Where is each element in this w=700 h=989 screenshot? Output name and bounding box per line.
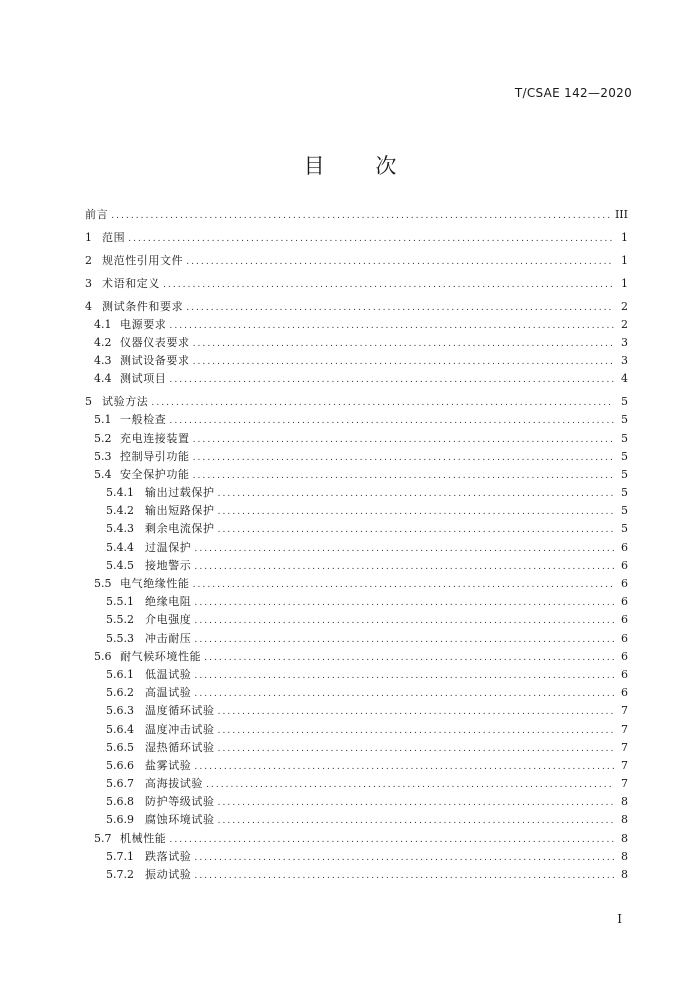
toc-entry[interactable]	[85, 298, 628, 316]
toc-entry-page: 7	[621, 704, 628, 718]
toc-entry-number: 5.5.2	[106, 613, 134, 627]
toc-entry[interactable]	[85, 830, 628, 848]
toc-entry[interactable]	[85, 334, 628, 352]
toc-entry-number: 5.4.5	[106, 558, 134, 572]
toc-entry-label: 电气绝缘性能	[120, 577, 190, 590]
toc-dot-leader	[206, 776, 614, 794]
toc-entry-number: 5.5.1	[106, 595, 134, 609]
toc-entry[interactable]	[85, 229, 628, 247]
toc-entry[interactable]	[85, 575, 628, 593]
toc-entry-number: 5.7.2	[106, 868, 134, 881]
toc-entry-label: 高海拔试验	[145, 777, 203, 791]
toc-entry-number: 5.6.6	[106, 758, 134, 772]
toc-entry-number: 5.1	[94, 413, 112, 427]
toc-entry[interactable]	[85, 702, 628, 720]
toc-entry[interactable]	[85, 352, 628, 370]
toc-dot-leader	[169, 412, 614, 430]
toc-entry-label: 盐雾试验	[145, 758, 192, 772]
toc-entry[interactable]	[85, 793, 628, 811]
toc-entry[interactable]	[85, 393, 628, 411]
toc-entry-label: 过温保护	[145, 540, 192, 554]
toc-entry[interactable]	[85, 684, 628, 702]
toc-dot-leader	[218, 521, 614, 539]
toc-dot-leader	[111, 207, 611, 225]
toc-entry-number: 5.4.1	[106, 486, 134, 500]
toc-entry[interactable]	[85, 593, 628, 611]
toc-entry-page: 6	[621, 540, 628, 554]
toc-entry-number: 5.4	[94, 467, 112, 481]
toc-entry-page: 5	[621, 413, 628, 427]
toc-dot-leader	[194, 612, 614, 630]
toc-dot-leader	[169, 371, 614, 389]
toc-entry[interactable]	[85, 848, 628, 866]
toc-entry[interactable]	[85, 721, 628, 739]
toc-entry-label: 仪器仪表要求	[120, 335, 190, 349]
toc-entry-number: 4.1	[94, 317, 112, 331]
toc-entry-label: 接地警示	[145, 558, 192, 572]
toc-entry[interactable]	[85, 666, 628, 684]
toc-entry-number: 5.6.2	[106, 686, 134, 700]
toc-entry-number: 4	[85, 299, 92, 313]
toc-entry-number: 3	[85, 276, 92, 290]
toc-entry-number: 5.3	[94, 449, 112, 463]
toc-dot-leader	[204, 649, 614, 667]
toc-dot-leader	[193, 467, 614, 485]
toc-entry-page: 2	[621, 299, 628, 313]
toc-entry-number: 5	[85, 395, 92, 409]
toc-entry-page: 7	[621, 740, 628, 754]
toc-entry-label: 输出短路保护	[145, 504, 215, 518]
toc-entry-number: 2	[85, 253, 92, 267]
toc-entry-page: 8	[621, 849, 628, 863]
page-number: I	[617, 912, 622, 926]
toc-dot-leader	[218, 485, 614, 503]
toc-entry-number: 5.6.7	[106, 777, 134, 791]
toc-entry-page: 7	[621, 722, 628, 736]
toc-entry-label: 腐蚀环境试验	[145, 813, 215, 827]
toc-entry-page: 8	[621, 868, 628, 881]
toc-entry-page: 6	[621, 613, 628, 627]
toc-entry[interactable]	[85, 316, 628, 334]
toc-entry-page: 1	[621, 253, 628, 267]
toc-entry-label: 冲击耐压	[145, 631, 192, 645]
toc-entry-page: 7	[621, 777, 628, 791]
toc-entry-page: 8	[621, 813, 628, 827]
toc-dot-leader	[193, 431, 614, 449]
toc-entry[interactable]	[85, 411, 628, 429]
toc-dot-leader	[218, 503, 614, 521]
toc-entry-label: 防护等级试验	[145, 795, 215, 809]
toc-entry-number: 5.4.2	[106, 504, 134, 518]
toc-entry-number: 5.6.9	[106, 813, 134, 827]
toc-entry-number: 5.7.1	[106, 849, 134, 863]
toc-entry-number: 4.4	[94, 372, 112, 386]
toc-entry-label: 振动试验	[145, 868, 192, 881]
toc-entry-label: 湿热循环试验	[145, 740, 215, 754]
toc-entry-page: 5	[621, 486, 628, 500]
toc-entry-number: 5.4.3	[106, 522, 134, 536]
table-of-contents	[85, 206, 628, 884]
toc-entry-number: 5.5	[94, 577, 112, 590]
toc-entry-label: 试验方法	[102, 395, 149, 409]
toc-dot-leader	[128, 230, 614, 248]
toc-entry-label: 高温试验	[145, 686, 192, 700]
toc-entry-number: 5.6	[94, 649, 112, 663]
toc-entry[interactable]	[85, 811, 628, 829]
toc-entry-label: 介电强度	[145, 613, 192, 627]
toc-entry-number: 5.2	[94, 431, 112, 445]
toc-entry-label: 机械性能	[120, 831, 167, 845]
toc-entry[interactable]	[85, 611, 628, 629]
toc-entry-page: 7	[621, 758, 628, 772]
toc-entry-page: 6	[621, 631, 628, 645]
toc-entry-number: 4.3	[94, 354, 112, 368]
toc-entry-page: 5	[621, 467, 628, 481]
toc-entry-label: 测试项目	[120, 372, 167, 386]
toc-entry-page: 8	[621, 831, 628, 845]
toc-dot-leader	[194, 558, 614, 576]
toc-dot-leader	[218, 740, 614, 758]
toc-entry[interactable]	[85, 775, 628, 793]
toc-entry-label: 跌落试验	[145, 849, 192, 863]
toc-dot-leader	[194, 867, 614, 885]
toc-entry-page: 5	[621, 449, 628, 463]
toc-entry-label: 范围	[102, 230, 126, 244]
toc-entry-number: 5.6.8	[106, 795, 134, 809]
toc-dot-leader	[194, 849, 614, 867]
toc-dot-leader	[169, 831, 614, 849]
toc-entry-number: 5.7	[94, 831, 112, 845]
toc-entry-label: 控制导引功能	[120, 449, 190, 463]
toc-entry[interactable]	[85, 648, 628, 666]
toc-entry[interactable]	[85, 757, 628, 775]
toc-dot-leader	[194, 631, 614, 649]
page-title: 目 次	[303, 154, 419, 178]
toc-dot-leader	[186, 253, 614, 271]
toc-entry-number: 5.4.4	[106, 540, 134, 554]
toc-entry-page: 6	[621, 595, 628, 609]
toc-entry-number: 5.6.5	[106, 740, 134, 754]
toc-entry-label: 术语和定义	[102, 276, 160, 290]
toc-entry[interactable]	[85, 539, 628, 557]
toc-entry-label: 输出过载保护	[145, 486, 215, 500]
toc-entry-number: 5.6.4	[106, 722, 134, 736]
toc-entry-number: 4.2	[94, 335, 112, 349]
toc-entry-page: 6	[621, 649, 628, 663]
toc-entry-label: 安全保护功能	[120, 467, 190, 481]
toc-entry-page: 8	[621, 795, 628, 809]
toc-entry-page: 5	[621, 522, 628, 536]
toc-dot-leader	[218, 722, 614, 740]
toc-entry-label: 测试设备要求	[120, 354, 190, 368]
toc-dot-leader	[169, 317, 614, 335]
toc-entry[interactable]	[85, 370, 628, 388]
toc-entry-label: 低温试验	[145, 667, 192, 681]
toc-entry-label: 耐气候环境性能	[120, 649, 202, 663]
toc-entry[interactable]	[85, 866, 628, 884]
toc-dot-leader	[193, 576, 614, 594]
toc-entry-page: 2	[621, 317, 628, 331]
toc-entry-label: 充电连接装置	[120, 431, 190, 445]
toc-entry[interactable]	[85, 484, 628, 502]
toc-entry-label: 测试条件和要求	[102, 299, 184, 313]
toc-entry[interactable]	[85, 252, 628, 270]
toc-entry-page: 3	[621, 335, 628, 349]
toc-entry-page: 5	[621, 431, 628, 445]
toc-entry-number: 5.6.3	[106, 704, 134, 718]
toc-dot-leader	[194, 667, 614, 685]
toc-dot-leader	[194, 540, 614, 558]
toc-entry-label: 前言	[85, 208, 109, 221]
toc-entry-label: 一般检查	[120, 413, 167, 427]
toc-entry-number: 5.5.3	[106, 631, 134, 645]
toc-dot-leader	[218, 812, 614, 830]
toc-entry-page: 3	[621, 354, 628, 368]
toc-entry-page: 6	[621, 577, 628, 590]
toc-dot-leader	[193, 335, 614, 353]
toc-entry[interactable]	[85, 275, 628, 293]
toc-entry-page: 4	[621, 372, 628, 386]
toc-entry-page: 1	[621, 230, 628, 244]
toc-dot-leader	[193, 353, 614, 371]
toc-entry-label: 电源要求	[120, 317, 167, 331]
toc-entry-label: 规范性引用文件	[102, 253, 184, 267]
toc-entry-number: 1	[85, 230, 92, 244]
toc-dot-leader	[194, 594, 614, 612]
toc-entry[interactable]	[85, 502, 628, 520]
toc-dot-leader	[151, 394, 614, 412]
toc-entry-label: 剩余电流保护	[145, 522, 215, 536]
toc-entry-page: 6	[621, 558, 628, 572]
toc-entry[interactable]	[85, 520, 628, 538]
toc-entry-page: 1	[621, 276, 628, 290]
toc-dot-leader	[218, 703, 614, 721]
toc-entry[interactable]	[85, 206, 628, 224]
toc-entry-page: 5	[621, 395, 628, 409]
toc-entry-label: 绝缘电阻	[145, 595, 192, 609]
toc-entry-label: 温度循环试验	[145, 704, 215, 718]
toc-entry[interactable]	[85, 739, 628, 757]
toc-dot-leader	[193, 449, 614, 467]
toc-dot-leader	[163, 276, 614, 294]
toc-dot-leader	[218, 794, 614, 812]
toc-entry[interactable]	[85, 557, 628, 575]
standard-code: T/CSAE 142—2020	[514, 86, 632, 100]
toc-entry-page: III	[614, 208, 628, 221]
toc-entry-number: 5.6.1	[106, 667, 134, 681]
toc-entry-label: 温度冲击试验	[145, 722, 215, 736]
toc-entry[interactable]	[85, 630, 628, 648]
toc-entry-page: 6	[621, 686, 628, 700]
toc-dot-leader	[194, 758, 614, 776]
toc-entry[interactable]	[85, 430, 628, 448]
toc-entry[interactable]	[85, 448, 628, 466]
toc-dot-leader	[194, 685, 614, 703]
toc-entry-page: 5	[621, 504, 628, 518]
toc-entry[interactable]	[85, 466, 628, 484]
toc-entry-page: 6	[621, 667, 628, 681]
toc-dot-leader	[186, 299, 614, 317]
